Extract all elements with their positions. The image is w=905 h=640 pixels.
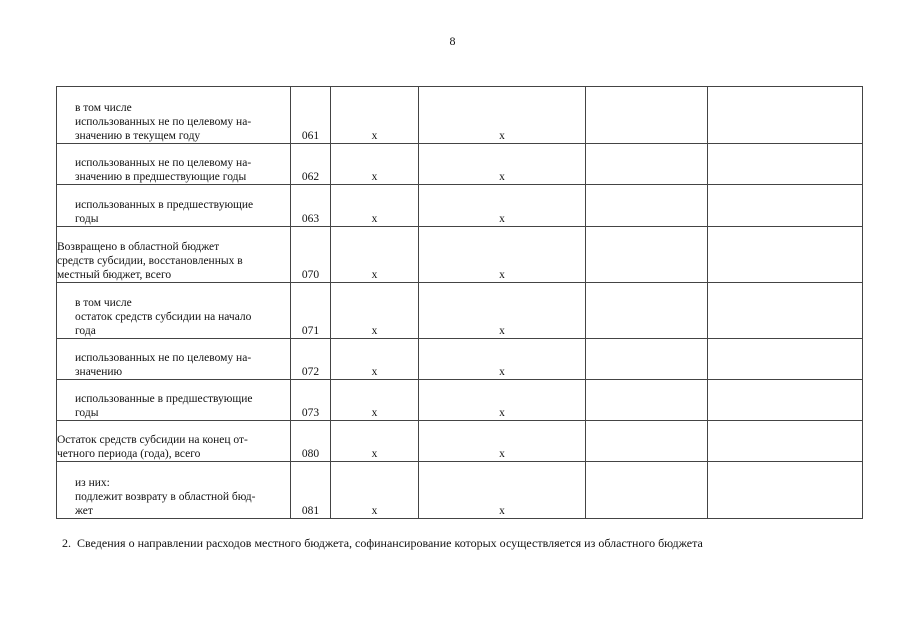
line-code: 073 <box>291 380 331 421</box>
row-label-line: четного периода (года), всего <box>57 448 201 460</box>
value-cell: x <box>419 185 586 227</box>
row-label-line: значению в предшествующие годы <box>75 171 247 183</box>
row-label-line: остаток средств субсидии на начало <box>75 311 252 323</box>
row-label-line: годы <box>75 407 99 419</box>
value-cell <box>586 421 708 462</box>
value-cell <box>708 87 863 144</box>
value-cell: x <box>419 380 586 421</box>
value-cell <box>586 87 708 144</box>
row-label-line: средств субсидии, восстановленных в <box>57 255 243 267</box>
footnote-text: Сведения о направлении расходов местного бюджета, софинансирование которых осуществляется из областного бюджета <box>77 536 703 550</box>
value-cell <box>708 283 863 339</box>
line-code: 080 <box>291 421 331 462</box>
section-footnote <box>62 536 703 551</box>
row-label-line: Остаток средств субсидии на конец от- <box>57 434 248 446</box>
row-label-line: местный бюджет, всего <box>57 269 172 281</box>
row-label-line: жет <box>75 505 93 517</box>
page-number: 8 <box>449 34 456 48</box>
row-label-line: значению <box>75 366 123 378</box>
line-code: 061 <box>291 87 331 144</box>
value-cell <box>708 462 863 519</box>
value-cell: x <box>331 421 419 462</box>
value-cell <box>708 227 863 283</box>
row-label-line: подлежит возврату в областной бюд- <box>75 491 256 503</box>
row-label <box>57 283 291 339</box>
row-label-line: использованных не по целевому на- <box>75 352 252 364</box>
value-cell: x <box>419 144 586 185</box>
footnote-number: 2. <box>62 536 71 550</box>
value-cell: x <box>419 339 586 380</box>
value-cell: x <box>331 227 419 283</box>
row-label-line: Возвращено в областной бюджет <box>57 241 220 253</box>
row-label <box>57 87 291 144</box>
value-cell <box>586 339 708 380</box>
row-label-line: использованных не по целевому на- <box>75 157 252 169</box>
value-cell: x <box>331 144 419 185</box>
value-cell <box>708 144 863 185</box>
row-label-line: использованные в предшествующие <box>75 393 253 405</box>
value-cell <box>708 339 863 380</box>
subsidy-report-table <box>56 86 863 519</box>
value-cell <box>586 380 708 421</box>
table-row <box>57 462 863 519</box>
row-label <box>57 185 291 227</box>
value-cell <box>586 462 708 519</box>
table-row <box>57 380 863 421</box>
line-code: 071 <box>291 283 331 339</box>
row-label <box>57 421 291 462</box>
value-cell: x <box>419 283 586 339</box>
table-row <box>57 87 863 144</box>
value-cell: x <box>419 227 586 283</box>
row-label-line: из них: <box>75 477 110 489</box>
row-label <box>57 227 291 283</box>
value-cell: x <box>419 87 586 144</box>
value-cell: x <box>419 462 586 519</box>
value-cell: x <box>331 185 419 227</box>
table-row <box>57 227 863 283</box>
table-row <box>57 421 863 462</box>
row-label <box>57 462 291 519</box>
value-cell: x <box>331 339 419 380</box>
value-cell <box>586 144 708 185</box>
line-code: 062 <box>291 144 331 185</box>
row-label <box>57 144 291 185</box>
row-label-line: в том числе <box>75 102 132 114</box>
value-cell <box>586 185 708 227</box>
row-label-line: в том числе <box>75 297 132 309</box>
row-label-line: значению в текущем году <box>75 130 201 142</box>
value-cell: x <box>419 421 586 462</box>
row-label-line: использованных не по целевому на- <box>75 116 252 128</box>
table-row <box>57 185 863 227</box>
table-row <box>57 144 863 185</box>
row-label-line: годы <box>75 213 99 225</box>
line-code: 081 <box>291 462 331 519</box>
value-cell: x <box>331 87 419 144</box>
row-label-line: года <box>75 325 96 337</box>
value-cell <box>708 185 863 227</box>
table-row <box>57 339 863 380</box>
row-label <box>57 380 291 421</box>
value-cell: x <box>331 283 419 339</box>
row-label <box>57 339 291 380</box>
value-cell: x <box>331 380 419 421</box>
line-code: 070 <box>291 227 331 283</box>
line-code: 063 <box>291 185 331 227</box>
value-cell: x <box>331 462 419 519</box>
value-cell <box>586 283 708 339</box>
value-cell <box>708 421 863 462</box>
line-code: 072 <box>291 339 331 380</box>
table-row <box>57 283 863 339</box>
value-cell <box>708 380 863 421</box>
value-cell <box>586 227 708 283</box>
row-label-line: использованных в предшествующие <box>75 199 254 211</box>
